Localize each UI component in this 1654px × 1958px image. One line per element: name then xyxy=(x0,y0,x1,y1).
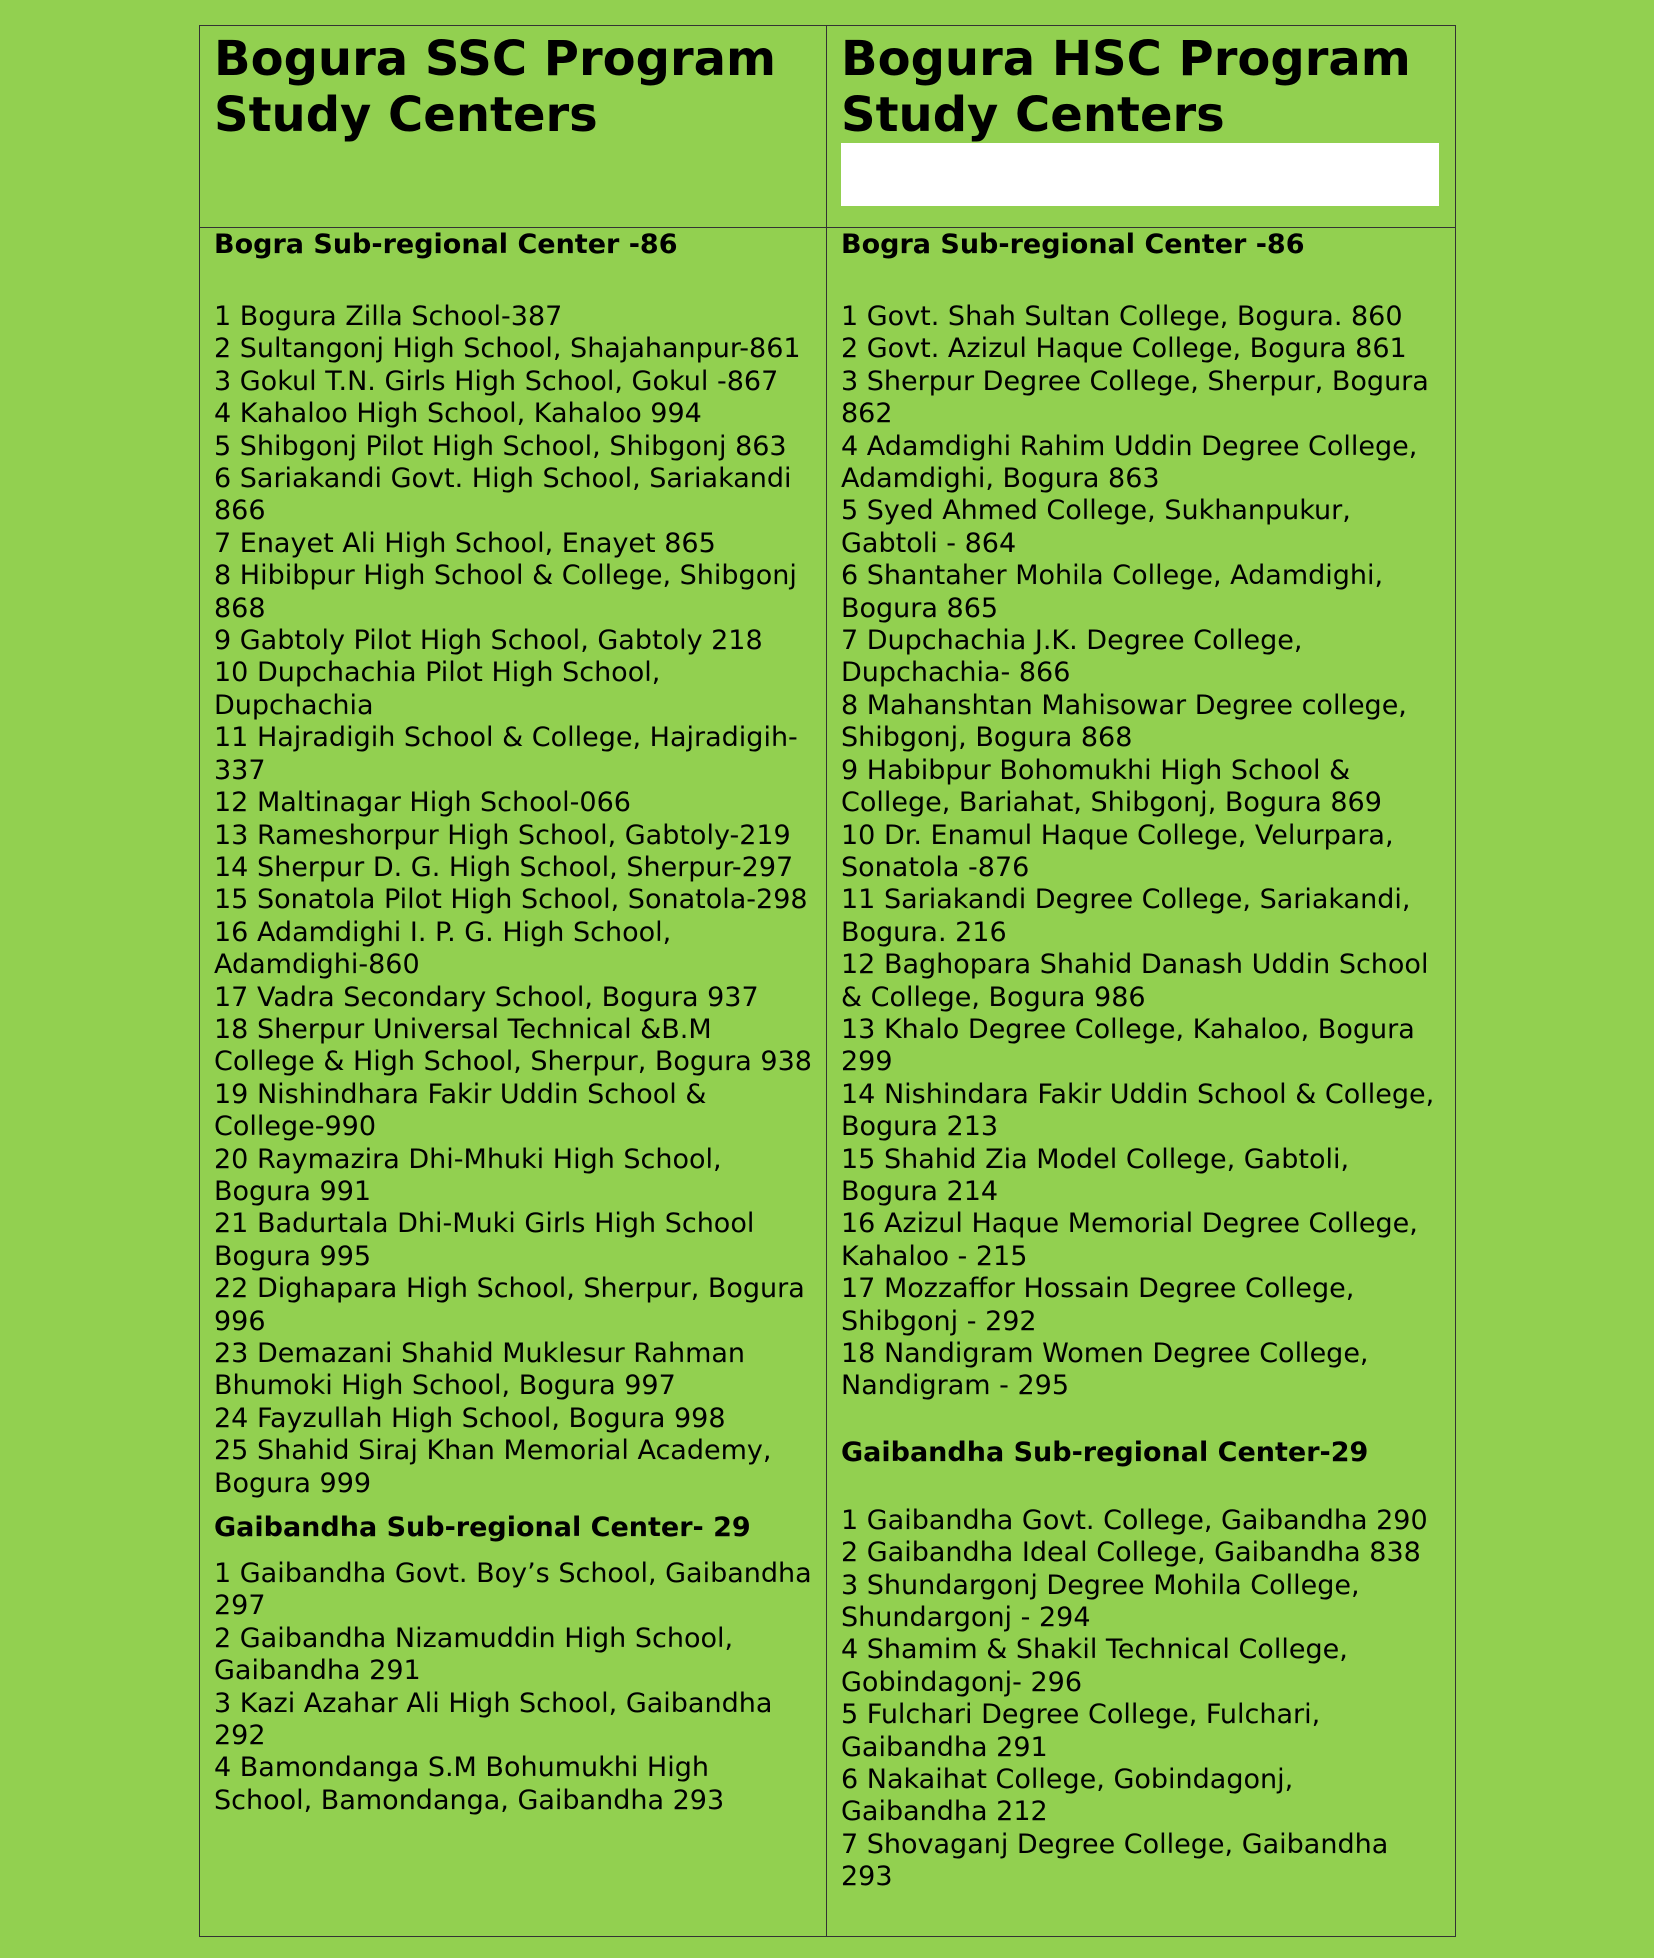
list-item: 23 Demazani Shahid Muklesur Rahman Bhumoki High School, Bogura 997 xyxy=(214,1338,746,1402)
study-centers-table xyxy=(199,25,1456,1937)
list-item: 4 Bamondanga S.M Bohumukhi High School, Bamondanga, Gaibandha 293 xyxy=(214,1752,725,1816)
list-item: 6 Nakaihat College, Gobindagonj, Gaibandha 212 xyxy=(841,1764,1294,1828)
list-item: 7 Dupchachia J.K. Degree College, Dupchachia- 866 xyxy=(841,625,1303,689)
list-item: 7 Shovaganj Degree College, Gaibandha 293 xyxy=(841,1828,1389,1893)
section-heading: Gaibandha Sub-regional Center- 29 xyxy=(214,1512,751,1544)
blank-box xyxy=(841,143,1439,206)
list-item: 1 Bogura Zilla School-387 xyxy=(214,301,563,332)
list-item: 5 Fulchari Degree College, Fulchari, Gaibandha 291 xyxy=(841,1699,1321,1763)
list-item: 8 Mahanshtan Mahisowar Degree college, Shibgonj, Bogura 868 xyxy=(841,689,1407,754)
list-item: 22 Dighapara High School, Sherpur, Bogura 996 xyxy=(214,1273,805,1337)
list-item: 1 Gaibandha Govt. College, Gaibandha 290 xyxy=(841,1504,1428,1536)
center-list xyxy=(214,1558,812,1817)
list-item: 14 Sherpur D. G. High School, Sherpur-297 xyxy=(214,851,794,883)
list-item: 3 Kazi Azahar Ali High School, Gaibandha 292 xyxy=(214,1687,773,1752)
ssc-title: Bogura SSC Program Study Centers xyxy=(214,31,777,143)
list-item: 12 Baghopara Shahid Danash Uddin School & College, Bogura 986 xyxy=(841,949,1429,1013)
list-item: 14 Nishindara Fakir Uddin School & College, Bogura 213 xyxy=(841,1078,1435,1143)
list-item: 4 Adamdighi Rahim Uddin Degree College, Adamdighi, Bogura 863 xyxy=(841,430,1418,495)
section-heading: Gaibandha Sub-regional Center-29 xyxy=(841,1436,1369,1468)
hsc-body-cell xyxy=(827,228,1455,1936)
list-item: 12 Maltinagar High School-066 xyxy=(214,787,631,819)
list-item: 9 Habibpur Bohomukhi High School & College, Bariahat, Shibgonj, Bogura 869 xyxy=(841,754,1382,819)
list-item: 5 Shibgonj Pilot High School, Shibgonj 863 xyxy=(214,430,787,462)
list-item: 18 Sherpur Universal Technical &B.M College & High School, Sherpur, Bogura 938 xyxy=(214,1013,812,1078)
list-item: 8 Hibibpur High School & College, Shibgonj 868 xyxy=(214,560,797,624)
center-list xyxy=(841,1505,1441,1894)
list-item: 13 Rameshorpur High School, Gabtoly-219 xyxy=(214,819,791,851)
list-item: 6 Shantaher Mohila College, Adamdighi, Bogura 865 xyxy=(841,560,1384,624)
list-item: 16 Adamdighi I. P. G. High School, Adamdighi-860 xyxy=(214,916,672,981)
list-item: 1 Gaibandha Govt. Boy’s School, Gaibandha 297 xyxy=(214,1558,812,1622)
list-item: 20 Raymazira Dhi-Mhuki High School, Bogura 991 xyxy=(214,1143,722,1207)
list-item: 2 Gaibandha Nizamuddin High School, Gaibandha 291 xyxy=(214,1622,734,1687)
list-item: 17 Mozzaffor Hossain Degree College, Shibgonj - 292 xyxy=(841,1273,1355,1337)
section-heading: Bogra Sub-regional Center -86 xyxy=(841,229,1305,260)
list-item: 7 Enayet Ali High School, Enayet 865 xyxy=(214,527,716,559)
list-item: 18 Nandigram Women Degree College, Nandigram - 295 xyxy=(841,1338,1369,1402)
list-item: 21 Badurtala Dhi-Muki Girls High School Bogura 995 xyxy=(214,1208,755,1272)
list-item: 9 Gabtoly Pilot High School, Gabtoly 218 xyxy=(214,625,763,657)
ssc-body-cell xyxy=(200,228,827,1936)
list-item: 24 Fayzullah High School, Bogura 998 xyxy=(214,1402,726,1434)
list-item: 3 Sherpur Degree College, Sherpur, Bogura 862 xyxy=(841,365,1429,430)
list-item: 17 Vadra Secondary School, Bogura 937 xyxy=(214,981,759,1013)
list-item: 3 Shundargonj Degree Mohila College, Shundargonj - 294 xyxy=(841,1569,1360,1634)
list-item: 2 Govt. Azizul Haque College, Bogura 861 xyxy=(841,333,1407,365)
list-item: 15 Sonatola Pilot High School, Sonatola-298 xyxy=(214,884,808,916)
ssc-header-cell xyxy=(200,26,827,228)
list-item: 2 Gaibandha Ideal College, Gaibandha 838 xyxy=(841,1537,1421,1569)
list-item: 4 Shamim & Shakil Technical College, Gobindagonj- 296 xyxy=(841,1634,1348,1698)
section-heading: Bogra Sub-regional Center -86 xyxy=(214,229,678,260)
center-list xyxy=(841,301,1441,1403)
list-item: 19 Nishindhara Fakir Uddin School & College-990 xyxy=(214,1078,707,1143)
list-item: 1 Govt. Shah Sultan College, Bogura. 860 xyxy=(841,301,1403,332)
center-list xyxy=(214,301,812,1500)
list-item: 2 Sultangonj High School, Shajahanpur-861 xyxy=(214,333,801,365)
hsc-title: Bogura HSC Program Study Centers xyxy=(841,31,1411,143)
list-item: 3 Gokul T.N. Girls High School, Gokul -867 xyxy=(214,365,779,397)
list-item: 11 Hajradigih School & College, Hajradigih-337 xyxy=(214,722,798,786)
list-item: 6 Sariakandi Govt. High School, Sariakandi 866 xyxy=(214,463,792,527)
list-item: 15 Shahid Zia Model College, Gabtoli, Bogura 214 xyxy=(841,1143,1350,1207)
list-item: 11 Sariakandi Degree College, Sariakandi, Bogura. 216 xyxy=(841,884,1411,948)
list-item: 10 Dr. Enamul Haque College, Velurpara, Sonatola -876 xyxy=(841,819,1394,883)
list-item: 10 Dupchachia Pilot High School, Dupchachia xyxy=(214,657,661,721)
list-item: 5 Syed Ahmed College, Sukhanpukur, Gabtoli - 864 xyxy=(841,495,1351,559)
hsc-header-cell xyxy=(827,26,1455,228)
list-item: 25 Shahid Siraj Khan Memorial Academy, Bogura 999 xyxy=(214,1435,772,1499)
list-item: 13 Khalo Degree College, Kahaloo, Bogura 299 xyxy=(841,1013,1415,1078)
list-item: 16 Azizul Haque Memorial Degree College, Kahaloo - 215 xyxy=(841,1208,1418,1272)
list-item: 4 Kahaloo High School, Kahaloo 994 xyxy=(214,398,702,430)
